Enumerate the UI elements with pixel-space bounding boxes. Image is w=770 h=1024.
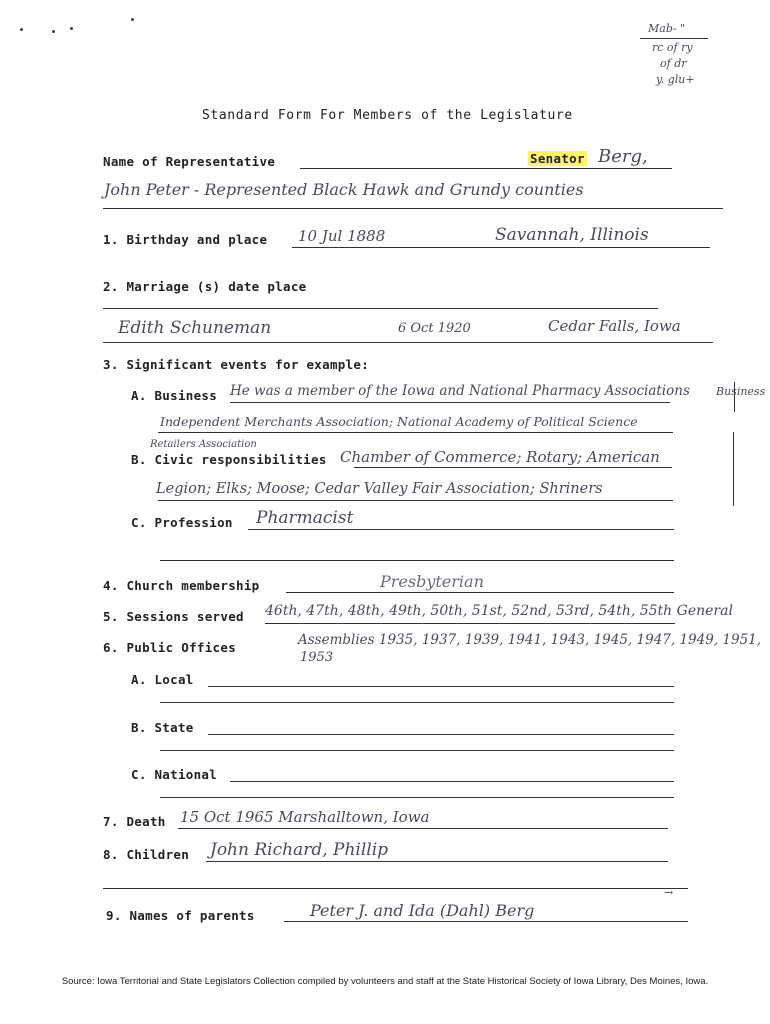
name-label: Name of Representative — [103, 154, 276, 169]
birthday-label: 1. Birthday and place — [103, 232, 268, 247]
name-rule — [300, 168, 672, 169]
local-label: A. Local — [131, 672, 194, 687]
national-rule-2 — [160, 797, 674, 798]
death-value: 15 Oct 1965 Marshalltown, Iowa — [180, 808, 430, 826]
sessions-label: 5. Sessions served — [103, 609, 244, 624]
form-title: Standard Form For Members of the Legislature — [202, 108, 573, 123]
sessions-rule — [265, 623, 675, 624]
profession-rule — [248, 529, 674, 530]
birth-date: 10 Jul 1888 — [298, 227, 386, 245]
full-name: John Peter - Represented Black Hawk and Grundy counties — [104, 180, 584, 199]
national-label: C. National — [131, 767, 218, 782]
business-rule — [230, 402, 670, 403]
marriage-date: 6 Oct 1920 — [398, 321, 471, 336]
children-rule-2 — [103, 888, 688, 889]
scan-speck — [131, 18, 134, 21]
spouse-name: Edith Schuneman — [118, 318, 272, 338]
state-rule — [208, 734, 674, 735]
margin-bar-bottom — [733, 432, 734, 506]
state-label: B. State — [131, 720, 194, 735]
birth-place: Savannah, Illinois — [495, 225, 649, 245]
business-label: A. Business — [131, 388, 218, 403]
assemblies-last-year: 1953 — [300, 650, 334, 665]
civic-rule-2 — [158, 500, 673, 501]
children-value: John Richard, Phillip — [210, 840, 389, 860]
sessions-value: 46th, 47th, 48th, 49th, 50th, 51st, 52nd, 53rd, 54th, 55th General — [265, 603, 733, 619]
national-rule — [230, 781, 674, 782]
birthday-rule — [292, 247, 710, 248]
civic-line-2: Legion; Elks; Moose; Cedar Valley Fair Association; Shriners — [156, 481, 603, 497]
corner-note-2: rc of ry — [652, 41, 693, 54]
death-label: 7. Death — [103, 814, 166, 829]
profession-label: C. Profession — [131, 515, 233, 530]
marriage-place: Cedar Falls, Iowa — [548, 317, 681, 335]
assemblies-value: Assemblies 1935, 1937, 1939, 1941, 1943, 1945, 1947, 1949, 1951, — [298, 632, 762, 648]
civic-rule — [354, 467, 672, 468]
senator-title — [528, 151, 587, 166]
offices-label: 6. Public Offices — [103, 640, 237, 655]
death-rule — [178, 828, 668, 829]
parents-label: 9. Names of parents — [106, 908, 255, 923]
events-label: 3. Significant events for example: — [103, 357, 370, 372]
civic-note: Retailers Association — [150, 439, 257, 450]
church-value: Presbyterian — [380, 572, 484, 591]
local-rule — [208, 686, 674, 687]
profession-value: Pharmacist — [256, 508, 354, 528]
church-rule — [286, 592, 674, 593]
business-rule-2 — [158, 432, 673, 433]
business-line-1: He was a member of the Iowa and National Pharmacy Associations — [230, 383, 690, 399]
source-caption: Source: Iowa Territorial and State Legislators Collection compiled by volunteers and staff at the State Historical Society of Iowa Library, Des Moines, Iowa. — [61, 976, 709, 987]
corner-note-rule — [640, 38, 708, 39]
surname: Berg, — [598, 146, 648, 167]
corner-note-3: of dr — [660, 57, 687, 70]
profession-rule-2 — [160, 560, 674, 561]
marriage-rule-2 — [103, 342, 713, 343]
civic-label: B. Civic responsibilities — [131, 452, 327, 467]
senator-highlight: Senator — [530, 151, 585, 166]
church-label: 4. Church membership — [103, 578, 260, 593]
scan-speck — [20, 28, 23, 31]
civic-line-1: Chamber of Commerce; Rotary; American — [340, 448, 660, 466]
full-name-rule — [103, 208, 723, 209]
parents-rule — [284, 921, 688, 922]
scan-speck — [52, 30, 55, 33]
children-label: 8. Children — [103, 847, 190, 862]
scan-speck — [70, 27, 73, 30]
local-rule-2 — [160, 702, 674, 703]
parents-value: Peter J. and Ida (Dahl) Berg — [310, 901, 535, 920]
marriage-label: 2. Marriage (s) date place — [103, 279, 307, 294]
arrow-mark: → — [664, 886, 674, 899]
marriage-rule — [103, 308, 658, 309]
children-rule — [206, 861, 668, 862]
state-rule-2 — [160, 750, 674, 751]
business-line-2: Independent Merchants Association; National Academy of Political Science — [160, 414, 638, 429]
business-margin: Business — [716, 385, 766, 398]
corner-note-4: y. glu+ — [656, 73, 695, 86]
corner-note-1: Mab- " — [648, 22, 686, 35]
